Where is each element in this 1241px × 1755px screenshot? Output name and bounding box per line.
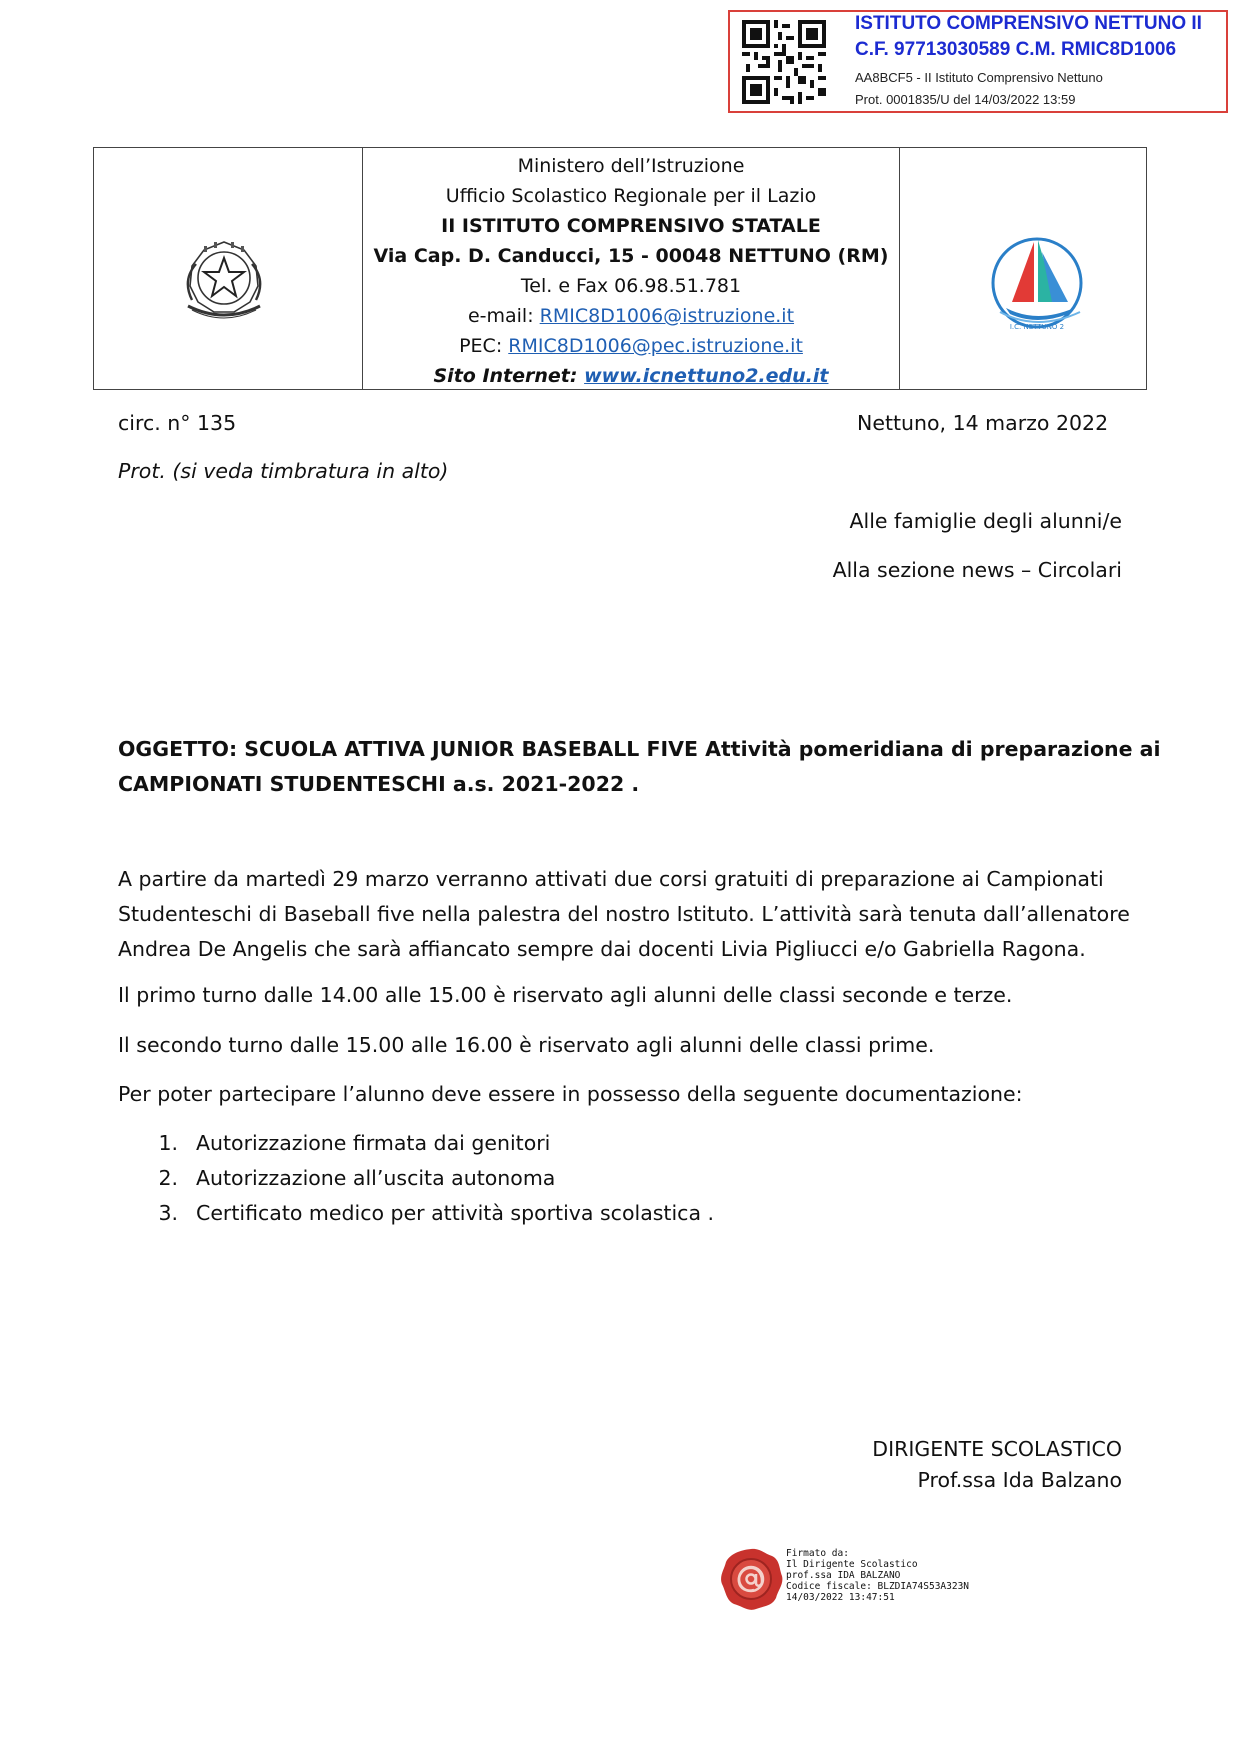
- website-link[interactable]: www.icnettuno2.edu.it: [584, 365, 829, 387]
- signer-fiscal-code: Codice fiscale: BLZDIA74S53A323N: [786, 1581, 970, 1592]
- website-label: Sito Internet:: [433, 365, 585, 387]
- list-item: [150, 1131, 550, 1155]
- school-sailboat-logo-icon: [982, 228, 1092, 338]
- digital-signature-seal-icon: [718, 1546, 784, 1612]
- stamp-registry: AA8BCF5 - II Istituto Comprensivo Nettuno: [855, 70, 1103, 85]
- list-item-number: 2.: [158, 1166, 178, 1190]
- body-paragraph-3: Il secondo turno dalle 15.00 alle 16.00 è riservato agli alunni delle classi prime.: [118, 1033, 935, 1057]
- ministry-name: Ministero dell’Istruzione: [517, 155, 745, 177]
- logo-caption: I.C. NETTUNO 2: [1009, 323, 1065, 331]
- school-name: II ISTITUTO COMPRENSIVO STATALE: [441, 215, 821, 237]
- letterhead-center-cell: [363, 148, 900, 389]
- protocol-stamp: [728, 10, 1228, 113]
- signature-timestamp: 14/03/2022 13:47:51: [786, 1592, 895, 1603]
- list-item: [150, 1201, 714, 1225]
- list-item-text: Autorizzazione all’uscita autonoma: [196, 1166, 556, 1190]
- list-item-text: Autorizzazione firmata dai genitori: [196, 1131, 551, 1155]
- document-date: Nettuno, 14 marzo 2022: [857, 411, 1109, 435]
- email-link[interactable]: RMIC8D1006@istruzione.it: [539, 305, 795, 327]
- signature-role: DIRIGENTE SCOLASTICO: [872, 1437, 1122, 1461]
- subject-line: [118, 732, 1161, 802]
- subject-line-1: OGGETTO: SCUOLA ATTIVA JUNIOR BASEBALL FIVE Attività pomeridiana di preparazione ai: [118, 737, 1161, 761]
- pec-link[interactable]: RMIC8D1006@pec.istruzione.it: [508, 335, 803, 357]
- recipient-news: Alla sezione news – Circolari: [832, 558, 1122, 582]
- body-paragraph-2: Il primo turno dalle 14.00 alle 15.00 è riservato agli alunni delle classi seconde e terze.: [118, 983, 1013, 1007]
- body-paragraph-1: [118, 862, 1130, 967]
- letterhead-table: [93, 147, 1147, 390]
- school-address: Via Cap. D. Canducci, 15 - 00048 NETTUNO (RM): [373, 245, 889, 267]
- signer-role: Il Dirigente Scolastico: [786, 1559, 918, 1570]
- body-paragraph-4: Per poter partecipare l’alunno deve essere in possesso della seguente documentazione:: [118, 1082, 1023, 1106]
- italian-republic-emblem-icon: [174, 236, 274, 326]
- digital-signature-details: [786, 1548, 969, 1603]
- body-paragraph-1-line-3: Andrea De Angelis che sarà affiancato sempre dai docenti Livia Pigliucci e/o Gabriella Ragona.: [118, 937, 1086, 961]
- regional-office: Ufficio Scolastico Regionale per il Lazio: [445, 185, 817, 207]
- body-paragraph-1-line-2: Studenteschi di Baseball five nella palestra del nostro Istituto. L’attività sarà tenuta dall’allenatore: [118, 902, 1130, 926]
- school-header-text: [363, 151, 899, 391]
- email-label: e-mail:: [467, 305, 540, 327]
- protocol-note: Prot. (si veda timbratura in alto): [118, 459, 449, 483]
- signature-name: Prof.ssa Ida Balzano: [917, 1468, 1122, 1492]
- recipient-families: Alle famiglie degli alunni/e: [849, 509, 1122, 533]
- website-line: [363, 361, 899, 391]
- list-item-number: 1.: [158, 1131, 178, 1155]
- pec-label: PEC:: [459, 335, 509, 357]
- signed-by-label: Firmato da:: [786, 1548, 849, 1559]
- list-item: [150, 1166, 555, 1190]
- circular-number: circ. n° 135: [118, 411, 237, 435]
- subject-line-2: CAMPIONATI STUDENTESCHI a.s. 2021-2022 .: [118, 772, 640, 796]
- list-item-number: 3.: [158, 1201, 178, 1225]
- stamp-school-name: ISTITUTO COMPRENSIVO NETTUNO II: [855, 13, 1202, 34]
- letterhead-right-cell: [900, 148, 1146, 389]
- stamp-protocol-number: Prot. 0001835/U del 14/03/2022 13:59: [855, 92, 1076, 107]
- email-line: [363, 301, 899, 331]
- stamp-fiscal-code: C.F. 97713030589 C.M. RMIC8D1006: [855, 39, 1177, 60]
- signer-name: prof.ssa IDA BALZANO: [786, 1570, 901, 1581]
- list-item-text: Certificato medico per attività sportiva scolastica .: [196, 1201, 715, 1225]
- letterhead-left-cell: [94, 148, 363, 389]
- pec-line: [363, 331, 899, 361]
- school-phone: Tel. e Fax 06.98.51.781: [520, 275, 742, 297]
- body-paragraph-1-line-1: A partire da martedì 29 marzo verranno attivati due corsi gratuiti di preparazione ai Campionati: [118, 867, 1104, 891]
- qr-code-icon: [742, 20, 826, 104]
